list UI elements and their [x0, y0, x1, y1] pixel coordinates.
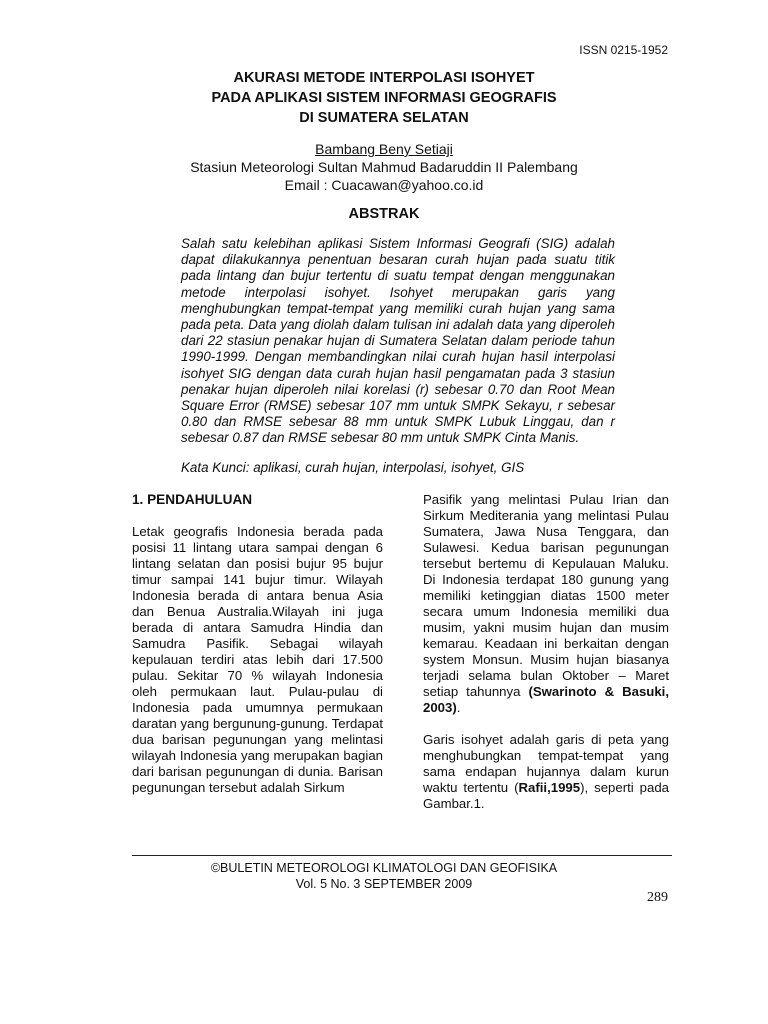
left-column	[132, 492, 383, 812]
author-name: Bambang Beny Setiaji	[315, 141, 453, 157]
right-column	[423, 492, 669, 828]
footer-divider	[132, 855, 672, 856]
intro-paragraph-1: Letak geografis Indonesia berada pada posisi 11 lintang utara sampai dengan 6 lintang selatan dan posisi bujur 95 bujur timur sampai 141 bujur timur. Wilayah Indonesia berada di antara benua Asia dan Benua Australia.Wilayah ini juga berada di antara Samudra Hindia dan Samudra Pasifik. Sebagai wilayah kepulauan terdiri atas lebih dari 17.500 pulau. Sekitar 70 % wilayah Indonesia oleh permukaan laut. Pulau-pulau di Indonesia pada umumnya permukaan daratan yang bergunung-gunung. Terdapat dua barisan pegunungan yang melintasi wilayah Indonesia yang merupakan bagian dari barisan pegunungan di dunia. Barisan pegunungan tersebut adalah Sirkum	[132, 524, 383, 795]
footer-journal: ©BULETIN METEOROLOGI KLIMATOLOGI DAN GEOFISIKA	[210, 861, 558, 875]
keywords: Kata Kunci: aplikasi, curah hujan, interpolasi, isohyet, GIS	[181, 460, 525, 475]
issn-label: ISSN 0215-1952	[579, 43, 668, 57]
para3-end: ), seperti pada Gambar.1.	[423, 780, 669, 811]
intro-paragraph-2	[423, 492, 669, 716]
section-heading: 1. PENDAHULUAN	[132, 492, 253, 507]
title-line-3: DI SUMATERA SELATAN	[299, 110, 469, 126]
citation-rafii: Rafii,1995	[518, 780, 581, 795]
intro-paragraph-3	[423, 732, 669, 812]
journal-footer	[0, 860, 768, 892]
title-line-2: PADA APLIKASI SISTEM INFORMASI GEOGRAFIS	[211, 90, 557, 106]
citation-swarinoto: (Swarinoto & Basuki, 2003)	[423, 684, 669, 715]
abstract-heading: ABSTRAK	[348, 206, 420, 222]
author-email: Email : Cuacawan@yahoo.co.id	[284, 177, 484, 193]
para2-text: Pasifik yang melintasi Pulau Irian dan Sirkum Mediterania yang melintasi Pulau Sumatera, Jawa Nusa Tenggara, dan Sulawesi. Kedua barisan pegunungan tersebut bertemu di Kepulauan Maluku. Di Indonesia terdapat 180 gunung yang memiliki ketinggian diatas 1500 meter secara umum Indonesia memiliki dua musim, yakni musim hujan dan musim kemarau. Keadaan ini berkaitan dengan system Monsun. Musim hujan biasanya terjadi selama bulan Oktober – Maret setiap tahunnya	[423, 492, 669, 699]
page-number: 289	[647, 890, 668, 905]
paper-title	[0, 68, 768, 128]
abstract-body: Salah satu kelebihan aplikasi Sistem Informasi Geografi (SIG) adalah dapat dilakukannya penentuan besaran curah hujan pada suatu titik pada lintang dan bujur tertentu di suatu tempat dengan menggunakan metode interpolasi isohyet. Isohyet merupakan garis yang menghubungkan tempat-tempat yang memiliki curah hujan yang sama pada peta. Data yang diolah dalam tulisan ini adalah data yang diperoleh dari 22 stasiun penakar hujan di Sumatera Selatan dalam periode tahun 1990-1999. Dengan membandingkan nilai curah hujan hasil interpolasi isohyet SIG dengan data curah hujan hasil pengamatan pada 3 stasiun penakar hujan diperoleh nilai korelasi (r) sebesar 0.70 dan Root Mean Square Error (RMSE) sebesar 107 mm untuk SMPK Sekayu, r sebesar 0.80 dan RMSE sebesar 88 mm untuk SMPK Lubuk Linggau, dan r sebesar 0.87 dan RMSE sebesar 80 mm untuk SMPK Cinta Manis.	[181, 236, 615, 446]
para2-end: .	[456, 700, 461, 715]
title-line-1: AKURASI METODE INTERPOLASI ISOHYET	[233, 70, 535, 86]
footer-volume: Vol. 5 No. 3 SEPTEMBER 2009	[295, 877, 473, 891]
para3-text: Garis isohyet adalah garis di peta yang menghubungkan tempat-tempat yang sama endapan hujannya dalam kurun waktu tertentu (	[423, 732, 669, 795]
author-affiliation: Stasiun Meteorologi Sultan Mahmud Badaruddin II Palembang	[190, 159, 578, 175]
author-block	[0, 140, 768, 194]
